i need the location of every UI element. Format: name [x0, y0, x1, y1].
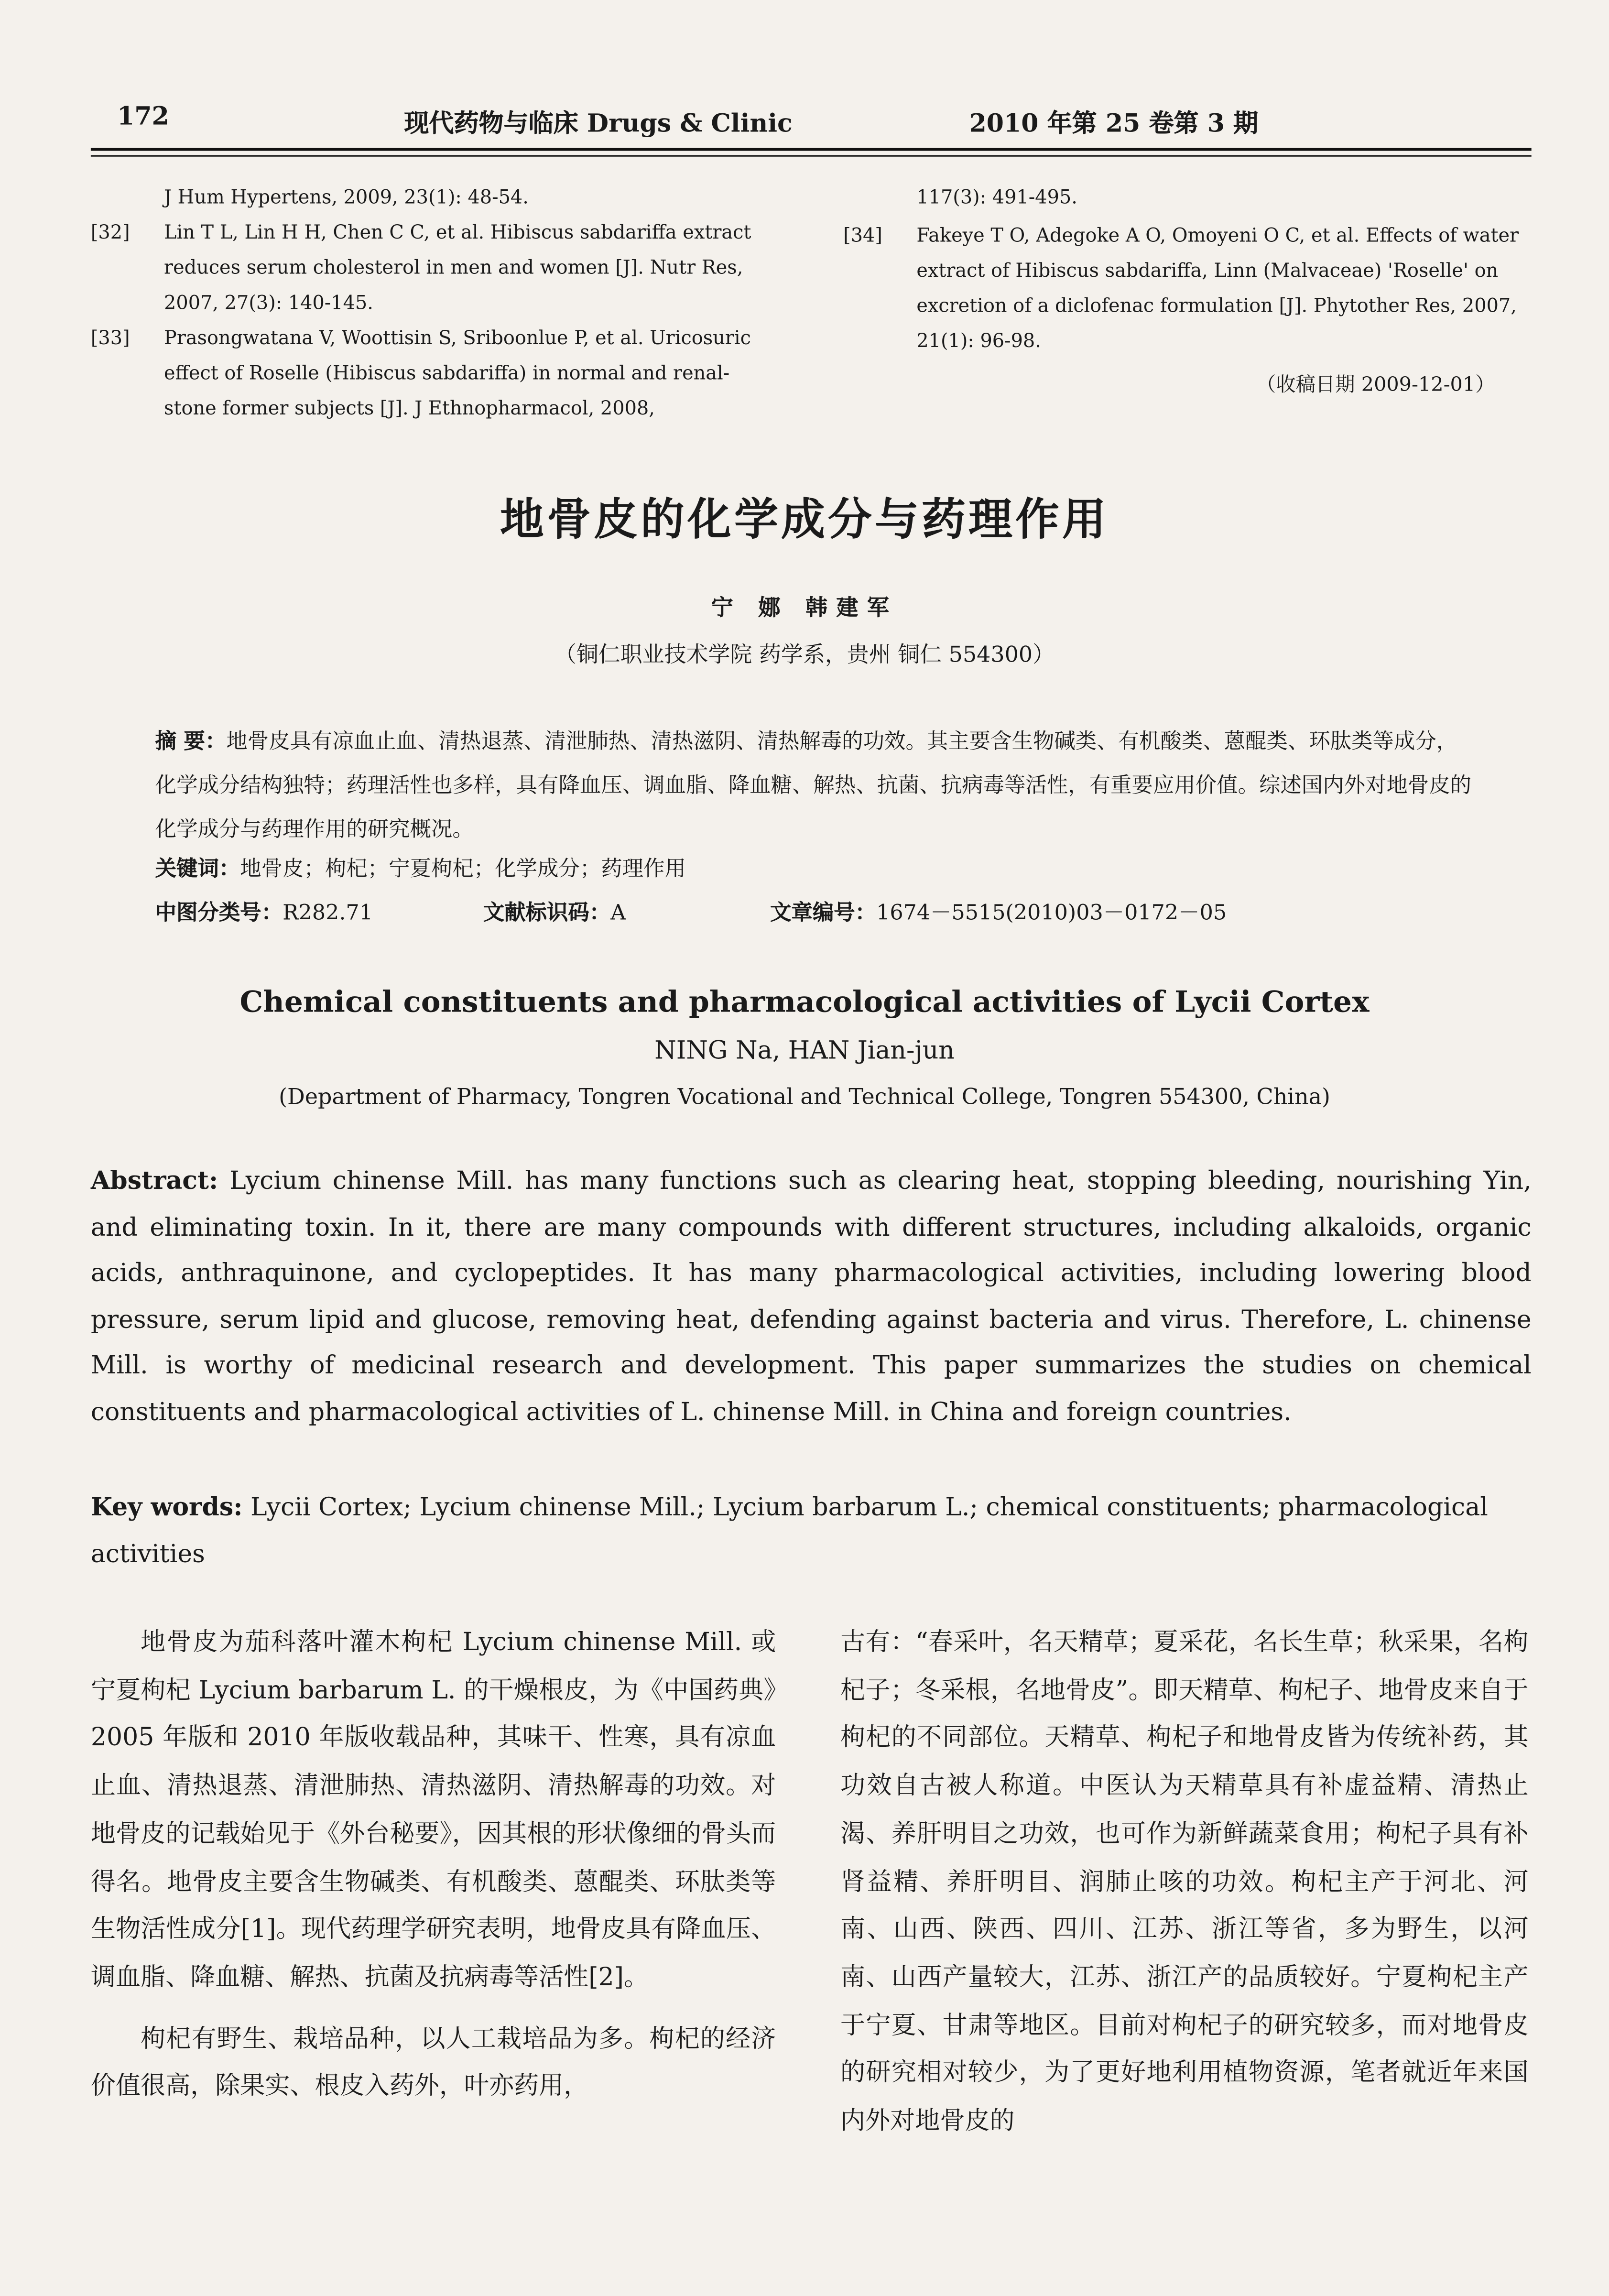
- abstract-en: [91, 1160, 1532, 1436]
- reference-number: [34]: [843, 225, 882, 248]
- keywords-label-cn: 关键词：: [155, 856, 240, 881]
- body-paragraph: 古有：“春采叶，名天精草；夏采花，名长生草；秋采果，名枸杞子；冬采根，名地骨皮”。即天精草、枸杞子、地骨皮来自于枸杞的不同部位。天精草、枸杞子和地骨皮皆为传统补药，其功效自古被人称道。中医认为天精草具有补虚益精、清热止渴、养肝明目之功效，也可作为新鲜蔬菜食用；枸杞子具有补肾益精、养肝明目、润肺止咳的功效。枸杞主产于河北、河南、山西、陕西、四川、江苏、浙江等省，多为野生，以河南、山西产量较大，江苏、浙江产的品质较好。宁夏枸杞主产于宁夏、甘肃等地区。目前对枸杞子的研究较多，而对地骨皮的研究相对较少，为了更好地利用植物资源，笔者就近年来国内外对地骨皮的: [840, 1628, 1529, 2136]
- body-paragraph: 枸杞有野生、栽培品种，以人工栽培品为多。枸杞的经济价值很高，除果实、根皮入药外，叶亦药用，: [90, 2024, 776, 2102]
- reference-text: Lin T L, Lin H H, Chen C C, et al. Hibiscus sabdariffa extract reduces serum cholesterol in men and women [J]. Nutr Res, 2007, 27(3): 140-145.: [164, 222, 751, 315]
- abstract-label-en: Abstract:: [90, 1167, 218, 1197]
- keywords-cn: [155, 852, 686, 883]
- reference-text: J Hum Hypertens, 2009, 23(1): 48-54.: [164, 187, 529, 209]
- article-title-en: Chemical constituents and pharmacological activities of Lycii Cortex: [239, 984, 1370, 1019]
- clc-code: [155, 896, 373, 926]
- authors-en: NING Na, HAN Jian-jun: [654, 1036, 955, 1066]
- article-id-label: 文章编号：: [770, 900, 877, 925]
- reference-text: Prasongwatana V, Woottisin S, Sriboonlue P, et al. Uricosuric effect of Roselle (Hibiscus sabdariffa) in normal and renal-stone former subjects [J]. J Ethnopharmacol, 2008,: [164, 328, 751, 421]
- abstract-cn: [155, 720, 1473, 852]
- doc-code-value: A: [610, 902, 626, 925]
- header-rule-thin: [91, 155, 1532, 157]
- keywords-text-en: Lycii Cortex; Lycium chinense Mill.; Lycium barbarum L.; chemical constituents; pharmacological activities: [90, 1493, 1488, 1569]
- reference-text: Fakeye T O, Adegoke A O, Omoyeni O C, et al. Effects of water extract of Hibiscus sabdariffa, Linn (Malvaceae) 'Roselle' on excretion of a diclofenac formulation [J]. Phytother Res, 2007, 21(1): 96-98.: [916, 225, 1519, 353]
- reference-34: [843, 219, 1532, 360]
- reference-number: [32]: [90, 222, 130, 245]
- reference-number: [33]: [90, 328, 130, 350]
- journal-name: 现代药物与临床 Drugs & Clinic: [404, 109, 793, 139]
- article-id-value: 1674－5515(2010)03－0172－05: [876, 902, 1227, 925]
- reference-left-0: [91, 182, 779, 217]
- header-rule-thick: [91, 148, 1532, 151]
- abstract-text-en: Lycium chinense Mill. has many functions such as clearing heat, stopping bleeding, nourishing Yin, and eliminating toxin. In it, there are many compounds with different structures, including alkaloids, organic acids, anthraquinone, and cyclopeptides. It has many pharmacological activities, including lowering blood pressure, serum lipid and glucose, removing heat, defending against bacteria and virus. Therefore, L. chinense Mill. is worthy of medicinal research and development. This paper summarizes the studies on chemical constituents and pharmacological activities of L. chinense Mill. in China and foreign countries.: [90, 1167, 1532, 1427]
- keywords-en: [91, 1486, 1532, 1578]
- document-code: [483, 896, 626, 926]
- abstract-text-cn: 地骨皮具有凉血止血、清热退蒸、清泄肺热、清热滋阴、清热解毒的功效。其主要含生物碱类、有机酸类、蒽醌类、环肽类等成分，化学成分结构独特；药理活性也多样，具有降血压、调血脂、降血糖、解热、抗菌、抗病毒等活性，有重要应用价值。综述国内外对地骨皮的化学成分与药理作用的研究概况。: [155, 730, 1472, 842]
- body-paragraph: 地骨皮为茄科落叶灌木枸杞 Lycium chinense Mill. 或宁夏枸杞 Lycium barbarum L. 的干燥根皮，为《中国药典》2005 年版和 2010 年版收载品种，其味干、性寒，具有凉血止血、清热退蒸、清泄肺热、清热滋阴、清热解毒的功效。对地骨皮的记载始见于《外台秘要》，因其根的形状像细的骨头而得名。地骨皮主要含生物碱类、有机酸类、蒽醌类、环肽类等生物活性成分[1]。现代药理学研究表明，地骨皮具有降血压、调血脂、降血糖、解热、抗菌及抗病毒等活性[2]。: [90, 1628, 776, 1993]
- received-date: （收稿日期 2009-12-01）: [1256, 373, 1495, 397]
- reference-33: [91, 322, 779, 428]
- affiliation-en: (Department of Pharmacy, Tongren Vocational and Technical College, Tongren 554300, China): [279, 1083, 1330, 1110]
- clc-label: 中图分类号：: [155, 900, 283, 925]
- keywords-label-en: Key words:: [90, 1493, 243, 1523]
- body-column-left: [91, 1619, 776, 2111]
- affiliation-cn: （铜仁职业技术学院 药学系，贵州 铜仁 554300）: [554, 641, 1055, 668]
- abstract-label-cn: 摘 要：: [155, 729, 227, 754]
- reference-32: [91, 217, 779, 322]
- page-number: 172: [117, 102, 169, 132]
- clc-value: R282.71: [283, 902, 373, 925]
- reference-right-0: [843, 182, 1532, 217]
- authors-cn: 宁 娜 韩建军: [711, 594, 898, 621]
- issue-info: 2010 年第 25 卷第 3 期: [969, 109, 1259, 139]
- reference-text: 117(3): 491-495.: [916, 187, 1077, 209]
- body-column-right: [840, 1619, 1529, 2146]
- doc-code-label: 文献标识码：: [483, 900, 611, 925]
- article-title-cn: 地骨皮的化学成分与药理作用: [500, 495, 1109, 546]
- keywords-text-cn: 地骨皮；枸杞；宁夏枸杞；化学成分；药理作用: [240, 858, 686, 881]
- article-id: [770, 896, 1227, 926]
